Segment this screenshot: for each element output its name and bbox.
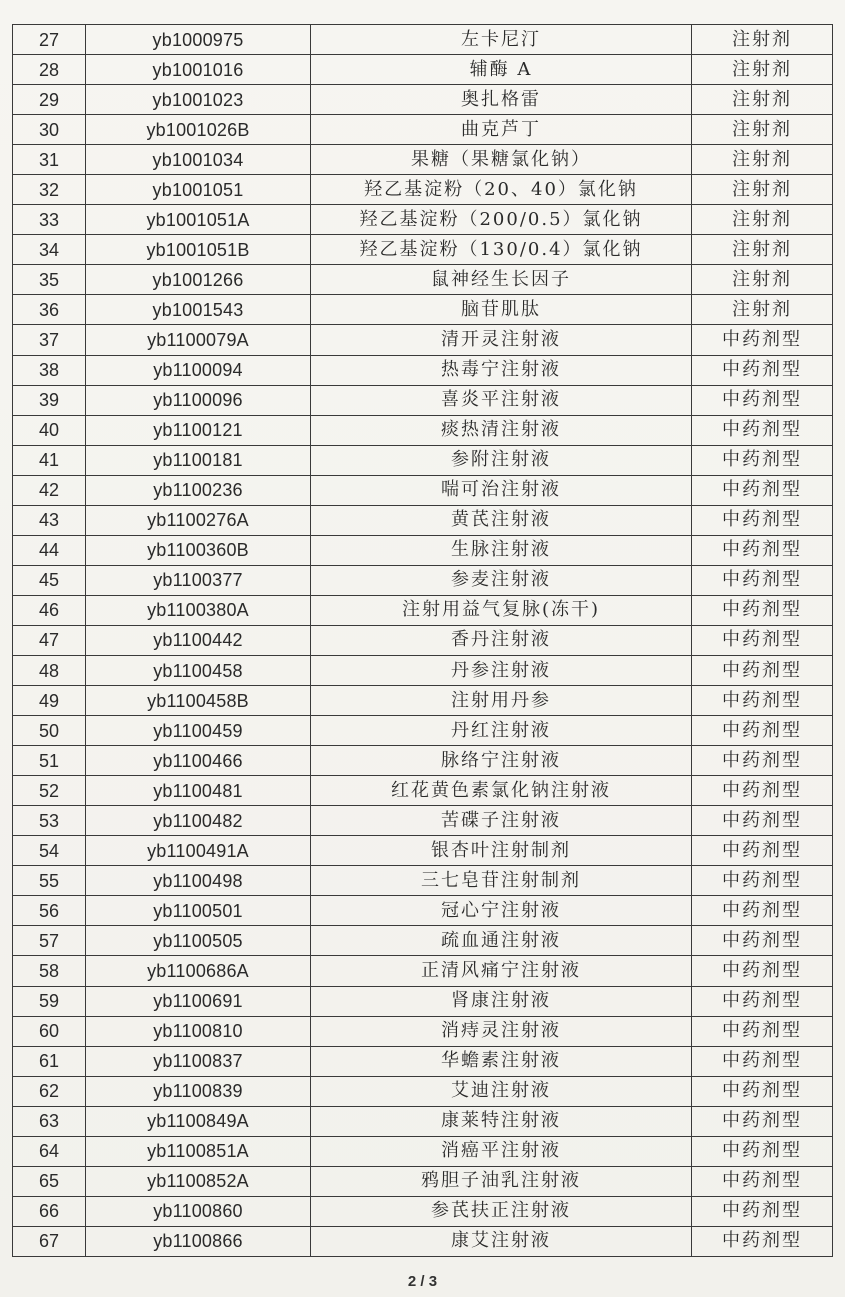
dosage-form-cell: 中药剂型: [692, 1226, 833, 1256]
drug-code-cell: yb1100482: [86, 806, 311, 836]
drug-name-cell: 鸦胆子油乳注射液: [311, 1166, 692, 1196]
row-number-cell: 47: [13, 625, 86, 655]
row-number-cell: 67: [13, 1226, 86, 1256]
drug-name-cell: 疏血通注射液: [311, 926, 692, 956]
dosage-form-cell: 中药剂型: [692, 896, 833, 926]
drug-name-cell: 喘可治注射液: [311, 475, 692, 505]
drug-name-cell: 注射用益气复脉(冻干): [311, 595, 692, 625]
dosage-form-cell: 中药剂型: [692, 505, 833, 535]
table-row: [13, 1076, 833, 1106]
drug-code-cell: yb1100459: [86, 716, 311, 746]
table-row: [13, 806, 833, 836]
drug-name-cell: 参附注射液: [311, 445, 692, 475]
row-number-cell: 48: [13, 655, 86, 685]
dosage-form-cell: 中药剂型: [692, 1166, 833, 1196]
dosage-form-cell: 中药剂型: [692, 746, 833, 776]
table-row: [13, 235, 833, 265]
dosage-form-cell: 中药剂型: [692, 445, 833, 475]
row-number-cell: 66: [13, 1196, 86, 1226]
drug-code-cell: yb1100686A: [86, 956, 311, 986]
drug-name-cell: 痰热清注射液: [311, 415, 692, 445]
drug-code-cell: yb1100181: [86, 445, 311, 475]
drug-name-cell: 银杏叶注射制剂: [311, 836, 692, 866]
drug-code-cell: yb1100505: [86, 926, 311, 956]
dosage-form-cell: 注射剂: [692, 265, 833, 295]
table-row: [13, 1196, 833, 1226]
drug-code-cell: yb1100849A: [86, 1106, 311, 1136]
drug-name-cell: 消痔灵注射液: [311, 1016, 692, 1046]
dosage-form-cell: 中药剂型: [692, 866, 833, 896]
table-row: [13, 265, 833, 295]
row-number-cell: 45: [13, 565, 86, 595]
dosage-form-cell: 注射剂: [692, 295, 833, 325]
drug-name-cell: 苦碟子注射液: [311, 806, 692, 836]
drug-name-cell: 康莱特注射液: [311, 1106, 692, 1136]
drug-name-cell: 羟乙基淀粉（20、40）氯化钠: [311, 175, 692, 205]
table-row: [13, 655, 833, 685]
row-number-cell: 30: [13, 115, 86, 145]
row-number-cell: 31: [13, 145, 86, 175]
row-number-cell: 50: [13, 716, 86, 746]
drug-name-cell: 丹参注射液: [311, 655, 692, 685]
drug-name-cell: 消癌平注射液: [311, 1136, 692, 1166]
dosage-form-cell: 注射剂: [692, 55, 833, 85]
dosage-form-cell: 中药剂型: [692, 355, 833, 385]
row-number-cell: 52: [13, 776, 86, 806]
dosage-form-cell: 中药剂型: [692, 535, 833, 565]
row-number-cell: 28: [13, 55, 86, 85]
drug-code-cell: yb1100380A: [86, 595, 311, 625]
dosage-form-cell: 中药剂型: [692, 1106, 833, 1136]
row-number-cell: 34: [13, 235, 86, 265]
dosage-form-cell: 中药剂型: [692, 475, 833, 505]
dosage-form-cell: 中药剂型: [692, 986, 833, 1016]
dosage-form-cell: 中药剂型: [692, 1076, 833, 1106]
drug-code-cell: yb1001034: [86, 145, 311, 175]
dosage-form-cell: 中药剂型: [692, 1046, 833, 1076]
dosage-form-cell: 中药剂型: [692, 686, 833, 716]
dosage-form-cell: 中药剂型: [692, 776, 833, 806]
dosage-form-cell: 注射剂: [692, 25, 833, 55]
dosage-form-cell: 中药剂型: [692, 836, 833, 866]
drug-name-cell: 正清风痛宁注射液: [311, 956, 692, 986]
row-number-cell: 54: [13, 836, 86, 866]
drug-name-cell: 生脉注射液: [311, 535, 692, 565]
drug-name-cell: 红花黄色素氯化钠注射液: [311, 776, 692, 806]
drug-code-cell: yb1100121: [86, 415, 311, 445]
row-number-cell: 43: [13, 505, 86, 535]
drug-name-cell: 参麦注射液: [311, 565, 692, 595]
drug-code-cell: yb1100458B: [86, 686, 311, 716]
dosage-form-cell: 中药剂型: [692, 1016, 833, 1046]
table-row: [13, 926, 833, 956]
drug-code-cell: yb1100442: [86, 625, 311, 655]
row-number-cell: 65: [13, 1166, 86, 1196]
drug-code-cell: yb1001543: [86, 295, 311, 325]
drug-code-cell: yb1100691: [86, 986, 311, 1016]
table-row: [13, 1016, 833, 1046]
drug-code-cell: yb1001023: [86, 85, 311, 115]
drug-code-cell: yb1100466: [86, 746, 311, 776]
drug-code-cell: yb1100851A: [86, 1136, 311, 1166]
drug-name-cell: 清开灵注射液: [311, 325, 692, 355]
row-number-cell: 35: [13, 265, 86, 295]
table-row: [13, 115, 833, 145]
table-row: [13, 746, 833, 776]
row-number-cell: 27: [13, 25, 86, 55]
page-number: 2 / 3: [407, 1273, 438, 1290]
drug-code-cell: yb1100377: [86, 565, 311, 595]
table-row: [13, 1136, 833, 1166]
table-row: [13, 505, 833, 535]
dosage-form-cell: 中药剂型: [692, 716, 833, 746]
drug-name-cell: 脉络宁注射液: [311, 746, 692, 776]
row-number-cell: 32: [13, 175, 86, 205]
drug-code-cell: yb1100810: [86, 1016, 311, 1046]
drug-code-cell: yb1100866: [86, 1226, 311, 1256]
row-number-cell: 61: [13, 1046, 86, 1076]
table-row: [13, 1106, 833, 1136]
drug-name-cell: 康艾注射液: [311, 1226, 692, 1256]
drug-code-cell: yb1001051: [86, 175, 311, 205]
drug-name-cell: 黄芪注射液: [311, 505, 692, 535]
drug-name-cell: 鼠神经生长因子: [311, 265, 692, 295]
dosage-form-cell: 中药剂型: [692, 926, 833, 956]
drug-name-cell: 羟乙基淀粉（200/0.5）氯化钠: [311, 205, 692, 235]
row-number-cell: 57: [13, 926, 86, 956]
table-row: [13, 355, 833, 385]
row-number-cell: 46: [13, 595, 86, 625]
dosage-form-cell: 中药剂型: [692, 385, 833, 415]
drug-code-cell: yb1001051A: [86, 205, 311, 235]
drug-name-cell: 丹红注射液: [311, 716, 692, 746]
table-row: [13, 896, 833, 926]
table-row: [13, 776, 833, 806]
row-number-cell: 56: [13, 896, 86, 926]
drug-code-cell: yb1100094: [86, 355, 311, 385]
row-number-cell: 44: [13, 535, 86, 565]
drug-name-cell: 香丹注射液: [311, 625, 692, 655]
drug-code-cell: yb1100860: [86, 1196, 311, 1226]
drug-name-cell: 冠心宁注射液: [311, 896, 692, 926]
table-row: [13, 475, 833, 505]
table-row: [13, 836, 833, 866]
drug-code-cell: yb1100360B: [86, 535, 311, 565]
drug-code-cell: yb1100276A: [86, 505, 311, 535]
drug-name-cell: 喜炎平注射液: [311, 385, 692, 415]
drug-code-cell: yb1100079A: [86, 325, 311, 355]
dosage-form-cell: 中药剂型: [692, 1136, 833, 1166]
dosage-form-cell: 注射剂: [692, 85, 833, 115]
drug-name-cell: 艾迪注射液: [311, 1076, 692, 1106]
row-number-cell: 49: [13, 686, 86, 716]
drug-name-cell: 肾康注射液: [311, 986, 692, 1016]
row-number-cell: 38: [13, 355, 86, 385]
table-row: [13, 625, 833, 655]
row-number-cell: 41: [13, 445, 86, 475]
row-number-cell: 29: [13, 85, 86, 115]
table-row: [13, 295, 833, 325]
drug-code-cell: yb1001016: [86, 55, 311, 85]
drug-code-cell: yb1001051B: [86, 235, 311, 265]
dosage-form-cell: 中药剂型: [692, 1196, 833, 1226]
table-row: [13, 385, 833, 415]
row-number-cell: 42: [13, 475, 86, 505]
drug-name-cell: 脑苷肌肽: [311, 295, 692, 325]
table-row: [13, 956, 833, 986]
table-row: [13, 145, 833, 175]
drug-code-cell: yb1100501: [86, 896, 311, 926]
row-number-cell: 55: [13, 866, 86, 896]
dosage-form-cell: 注射剂: [692, 235, 833, 265]
table-row: [13, 25, 833, 55]
table-row: [13, 175, 833, 205]
drug-name-cell: 华蟾素注射液: [311, 1046, 692, 1076]
table-row: [13, 415, 833, 445]
drug-list-body: [13, 25, 833, 1257]
drug-code-cell: yb1100096: [86, 385, 311, 415]
table-row: [13, 1166, 833, 1196]
drug-name-cell: 三七皂苷注射制剂: [311, 866, 692, 896]
drug-name-cell: 参芪扶正注射液: [311, 1196, 692, 1226]
table-row: [13, 205, 833, 235]
table-row: [13, 866, 833, 896]
row-number-cell: 39: [13, 385, 86, 415]
table-row: [13, 325, 833, 355]
drug-name-cell: 奥扎格雷: [311, 85, 692, 115]
row-number-cell: 51: [13, 746, 86, 776]
drug-name-cell: 曲克芦丁: [311, 115, 692, 145]
dosage-form-cell: 中药剂型: [692, 956, 833, 986]
drug-code-cell: yb1100491A: [86, 836, 311, 866]
drug-name-cell: 左卡尼汀: [311, 25, 692, 55]
table-row: [13, 595, 833, 625]
drug-code-cell: yb1100852A: [86, 1166, 311, 1196]
drug-name-cell: 注射用丹参: [311, 686, 692, 716]
drug-name-cell: 羟乙基淀粉（130/0.4）氯化钠: [311, 235, 692, 265]
row-number-cell: 37: [13, 325, 86, 355]
dosage-form-cell: 注射剂: [692, 115, 833, 145]
drug-list-table: [12, 24, 833, 1257]
table-row: [13, 1046, 833, 1076]
dosage-form-cell: 中药剂型: [692, 625, 833, 655]
table-row: [13, 686, 833, 716]
drug-code-cell: yb1100458: [86, 655, 311, 685]
drug-code-cell: yb1000975: [86, 25, 311, 55]
table-row: [13, 55, 833, 85]
dosage-form-cell: 中药剂型: [692, 655, 833, 685]
table-row: [13, 565, 833, 595]
row-number-cell: 33: [13, 205, 86, 235]
drug-code-cell: yb1100837: [86, 1046, 311, 1076]
row-number-cell: 53: [13, 806, 86, 836]
drug-code-cell: yb1100498: [86, 866, 311, 896]
row-number-cell: 63: [13, 1106, 86, 1136]
row-number-cell: 58: [13, 956, 86, 986]
drug-code-cell: yb1001026B: [86, 115, 311, 145]
table-row: [13, 535, 833, 565]
dosage-form-cell: 注射剂: [692, 145, 833, 175]
dosage-form-cell: 中药剂型: [692, 325, 833, 355]
dosage-form-cell: 中药剂型: [692, 565, 833, 595]
row-number-cell: 40: [13, 415, 86, 445]
table-row: [13, 85, 833, 115]
row-number-cell: 62: [13, 1076, 86, 1106]
dosage-form-cell: 注射剂: [692, 205, 833, 235]
dosage-form-cell: 中药剂型: [692, 595, 833, 625]
drug-code-cell: yb1100839: [86, 1076, 311, 1106]
row-number-cell: 59: [13, 986, 86, 1016]
drug-code-cell: yb1100236: [86, 475, 311, 505]
table-row: [13, 716, 833, 746]
dosage-form-cell: 中药剂型: [692, 806, 833, 836]
dosage-form-cell: 中药剂型: [692, 415, 833, 445]
row-number-cell: 64: [13, 1136, 86, 1166]
table-row: [13, 445, 833, 475]
drug-code-cell: yb1100481: [86, 776, 311, 806]
table-row: [13, 986, 833, 1016]
dosage-form-cell: 注射剂: [692, 175, 833, 205]
drug-name-cell: 辅酶 A: [311, 55, 692, 85]
row-number-cell: 60: [13, 1016, 86, 1046]
drug-code-cell: yb1001266: [86, 265, 311, 295]
drug-name-cell: 果糖（果糖氯化钠）: [311, 145, 692, 175]
row-number-cell: 36: [13, 295, 86, 325]
table-row: [13, 1226, 833, 1256]
drug-name-cell: 热毒宁注射液: [311, 355, 692, 385]
